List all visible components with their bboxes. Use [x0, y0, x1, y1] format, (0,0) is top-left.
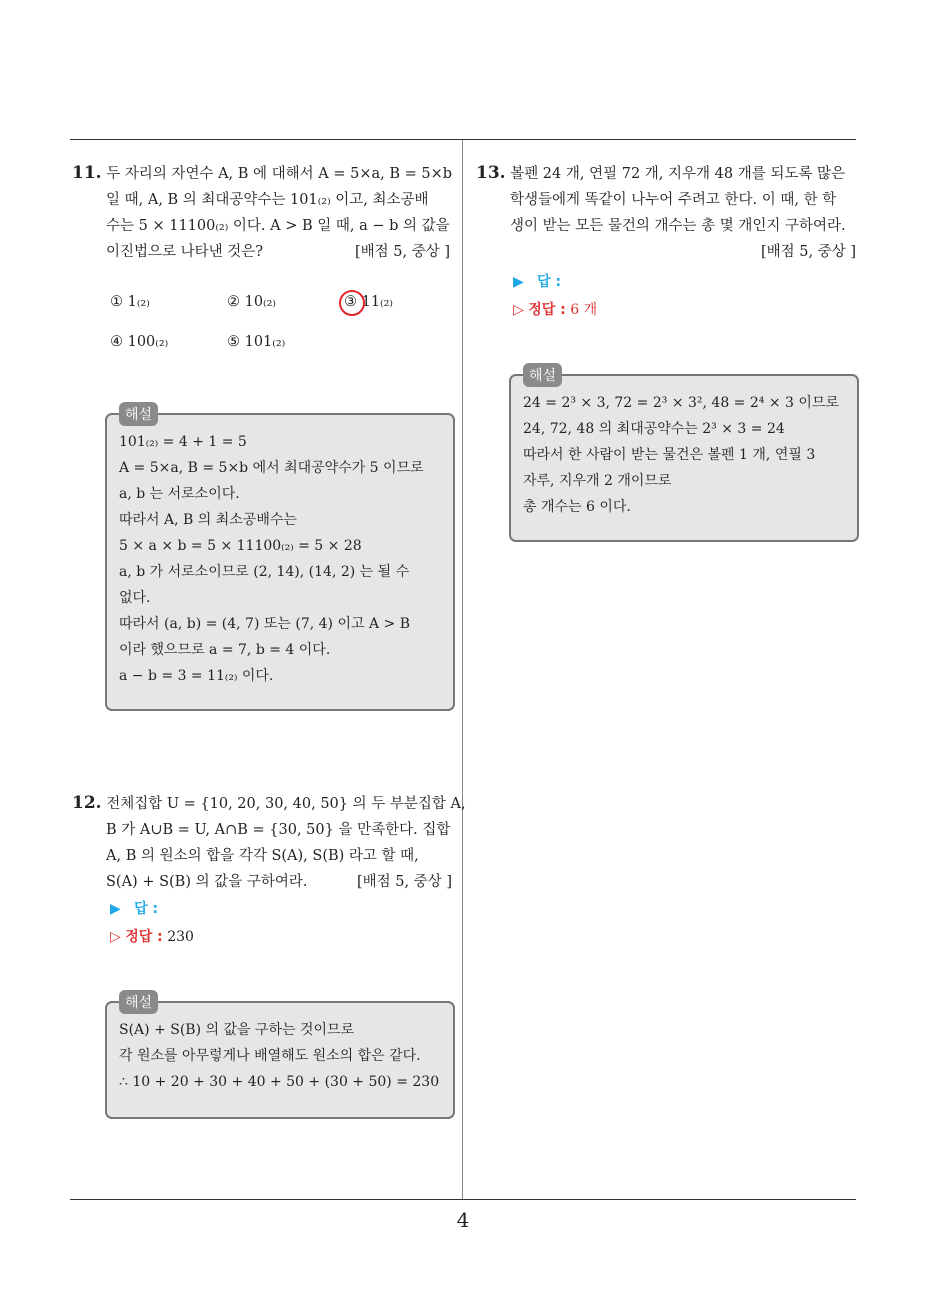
solution-line: 따라서 (a, b) = (4, 7) 또는 (7, 4) 이고 A > B — [119, 616, 410, 632]
question-line: 일 때, A, B 의 최대공약수는 101₍₂₎ 이고, 최소공배 — [106, 192, 429, 208]
solution-line: 따라서 한 사람이 받는 물건은 볼펜 1 개, 연필 3 — [523, 447, 816, 463]
question-line: 학생들에게 똑같이 나누어 주려고 한다. 이 때, 한 학 — [510, 192, 837, 208]
solution-line: a − b = 3 = 11₍₂₎ 이다. — [119, 668, 274, 684]
choice-5[interactable]: ⑤ 101₍₂₎ — [227, 334, 286, 350]
question-line: B 가 A∪B = U, A∩B = {30, 50} 을 만족한다. 집합 — [106, 822, 451, 838]
question-line: A, B 의 원소의 합을 각각 S(A), S(B) 라고 할 때, — [106, 848, 419, 864]
page-number: 4 — [456, 1208, 470, 1232]
solution-line: 따라서 A, B 의 최소공배수는 — [119, 512, 297, 528]
solution-line: 자루, 지우개 2 개이므로 — [523, 473, 672, 489]
solution-line: 24, 72, 48 의 최대공약수는 2³ × 3 = 24 — [523, 421, 785, 437]
top-rule — [70, 139, 856, 140]
score-label: [배점 5, 중상 ] — [356, 874, 452, 890]
solution-line: a, b 가 서로소이므로 (2, 14), (14, 2) 는 될 수 — [119, 564, 410, 580]
choice-4[interactable]: ④ 100₍₂₎ — [110, 334, 169, 350]
correct-triangle-icon: ▷ — [110, 929, 121, 945]
solution-line: ∴ 10 + 20 + 30 + 40 + 50 + (30 + 50) = 230 — [119, 1074, 440, 1090]
solution-line: 이라 했으므로 a = 7, b = 4 이다. — [119, 642, 331, 658]
correct-triangle-icon: ▷ — [513, 302, 524, 318]
correct-value: 230 — [167, 929, 194, 945]
bottom-rule — [70, 1199, 856, 1200]
question-line: 이진법으로 나타낸 것은? — [106, 244, 264, 260]
question-number: 11. — [72, 163, 102, 183]
solution-box-12 — [105, 995, 455, 1119]
answer-triangle-icon: ▶ — [513, 274, 524, 290]
solution-tag: 해설 — [523, 363, 562, 387]
choice-2[interactable]: ② 10₍₂₎ — [227, 294, 276, 310]
question-number: 12. — [72, 793, 102, 813]
question-line: 전체집합 U = {10, 20, 30, 40, 50} 의 두 부분집합 A, — [106, 796, 466, 812]
solution-tag: 해설 — [119, 990, 158, 1014]
answer-row — [110, 898, 158, 918]
column-divider — [462, 140, 463, 1200]
answer-row — [513, 271, 561, 291]
correct-label: 정답 : — [125, 929, 163, 945]
question-line: 수는 5 × 11100₍₂₎ 이다. A > B 일 때, a − b 의 값을 — [106, 218, 450, 234]
solution-tag: 해설 — [119, 402, 158, 426]
correct-value: 6 개 — [570, 302, 598, 318]
solution-line: A = 5×a, B = 5×b 에서 최대공약수가 5 이므로 — [119, 460, 424, 476]
score-label: [배점 5, 중상 ] — [354, 244, 450, 260]
correct-label: 정답 : — [528, 302, 566, 318]
solution-box-11 — [105, 407, 455, 711]
answer-label: 답 : — [134, 901, 159, 917]
solution-line: 각 원소를 아무렇게나 배열해도 원소의 합은 같다. — [119, 1048, 421, 1064]
choice-1[interactable]: ① 1₍₂₎ — [110, 294, 150, 310]
question-line: S(A) + S(B) 의 값을 구하여라. — [106, 874, 308, 890]
correct-answer-row — [513, 299, 597, 319]
score-label: [배점 5, 중상 ] — [760, 244, 856, 260]
question-11 — [72, 160, 456, 265]
question-13 — [476, 160, 860, 265]
solution-box-13 — [509, 368, 859, 542]
answer-label: 답 : — [537, 274, 562, 290]
answer-triangle-icon: ▶ — [110, 901, 121, 917]
solution-line: 101₍₂₎ = 4 + 1 = 5 — [119, 434, 247, 450]
solution-line: 없다. — [119, 590, 151, 606]
selected-answer-circle-icon — [339, 290, 365, 316]
correct-answer-row — [110, 926, 194, 946]
question-line: 볼펜 24 개, 연필 72 개, 지우개 48 개를 되도록 많은 — [510, 166, 845, 182]
question-12 — [72, 790, 466, 895]
question-number: 13. — [476, 163, 506, 183]
choice-3[interactable]: ③ 11₍₂₎ — [344, 294, 393, 310]
solution-line: a, b 는 서로소이다. — [119, 486, 240, 502]
solution-line: 총 개수는 6 이다. — [523, 499, 631, 515]
solution-line: 24 = 2³ × 3, 72 = 2³ × 3², 48 = 2⁴ × 3 이므로 — [523, 395, 839, 411]
question-line: 생이 받는 모든 물건의 개수는 총 몇 개인지 구하여라. — [510, 218, 846, 234]
question-line: 두 자리의 자연수 A, B 에 대해서 A = 5×a, B = 5×b — [106, 166, 453, 182]
solution-line: 5 × a × b = 5 × 11100₍₂₎ = 5 × 28 — [119, 538, 362, 554]
solution-line: S(A) + S(B) 의 값을 구하는 것이므로 — [119, 1022, 355, 1038]
